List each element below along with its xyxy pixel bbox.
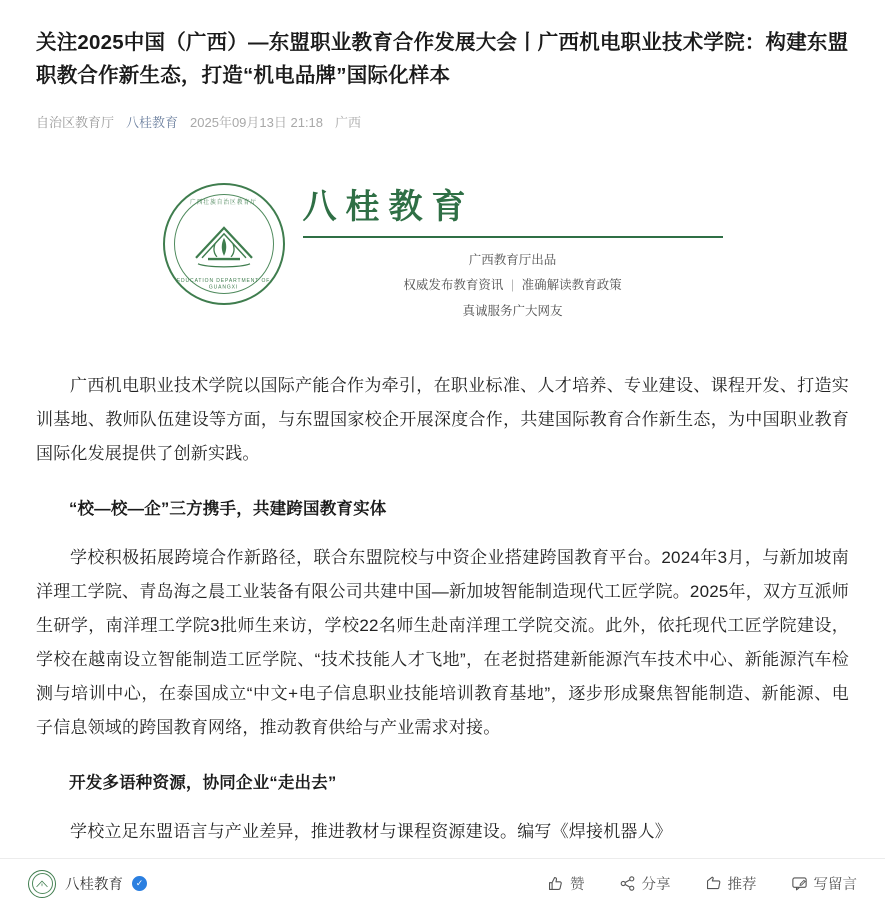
publisher-banner (163, 183, 723, 324)
action-group (547, 873, 857, 894)
banner-subtitle-1: 广西教育厅出品 (468, 252, 557, 267)
banner-title: 八桂教育 (302, 188, 475, 227)
recommend-button[interactable] (705, 873, 757, 894)
like-label: 赞 (570, 877, 585, 893)
section-subheading: “校—校—企”三方携手，共建跨国教育实体 (69, 499, 387, 518)
thumbs-up-icon (547, 875, 564, 892)
official-seal-icon (163, 183, 285, 305)
recommend-icon (705, 875, 722, 892)
paragraph: 学校积极拓展跨境合作新路径，联合东盟院校与中资企业搭建跨国教育平台。2024年3月，与新加坡南洋理工学院、青岛海之晨工业装备有限公司共建中国—新加坡智能制造现代工匠学院。2025年，双方互派师生研学，南洋理工学院3批师生来访，学校22名师生赴南洋理工学院交流。此外，依托现代工匠学院建设，学校在越南设立智能制造工匠学院、“技术技能人才飞地”，在老挝搭建新能源汽车技术中心、新能源汽车检测与培训中心，在泰国成立“中文+电子信息职业技能培训教育基地”，逐步形成聚焦智能制造、新能源、电子信息领域的跨国教育网络，推动教育供给与产业需求对接。 (36, 547, 849, 737)
banner-subtitle-2 (303, 273, 723, 299)
banner-text-block (303, 183, 723, 324)
seal-text-top: 广西壮族自治区教育厅 (190, 200, 257, 207)
paragraph: 广西机电职业技术学院以国际产能合作为牵引，在职业标准、人才培养、专业建设、课程开发、打造实训基地、教师队伍建设等方面，与东盟国家校企开展深度合作，共建国际教育合作新生态，为中国职业教育国际化发展提供了创新实践。 (36, 375, 849, 463)
seal-text-bottom: EDUCATION DEPARTMENT OF GUANGXI (176, 277, 271, 292)
avatar-emblem-icon (35, 878, 49, 890)
article-meta (36, 112, 849, 131)
write-comment-label: 写留言 (813, 877, 857, 893)
bottom-action-bar (0, 858, 885, 908)
banner-subtitle-3: 真诚服务广大网友 (462, 304, 563, 319)
comment-icon (791, 875, 808, 892)
share-label: 分享 (641, 877, 671, 893)
share-icon (619, 875, 636, 892)
meta-account[interactable]: 八桂教育 (126, 115, 179, 131)
banner-subtitle-separator: | (510, 278, 515, 293)
avatar[interactable] (28, 870, 56, 898)
section-subheading: 开发多语种资源，协同企业“走出去” (69, 773, 337, 792)
meta-timestamp: 2025年09月13日 21:18 (190, 115, 324, 131)
meta-department: 自治区教育厅 (36, 115, 115, 131)
meta-region: 广西 (335, 115, 362, 131)
write-comment-button[interactable] (791, 873, 858, 894)
verified-badge-icon: ✓ (132, 876, 147, 891)
banner-subtitle-2-left: 权威发布教育资讯 (403, 278, 504, 293)
share-button[interactable] (619, 873, 671, 894)
banner-divider (303, 236, 723, 238)
banner-subtitle-2-right: 准确解读教育政策 (521, 278, 622, 293)
author-block[interactable] (28, 870, 147, 898)
author-name[interactable]: 八桂教育 (65, 877, 123, 893)
article-body (36, 369, 849, 849)
paragraph: 学校立足东盟语言与产业差异，推进教材与课程资源建设。编写《焊接机器人》 (70, 821, 672, 841)
recommend-label: 推荐 (727, 877, 757, 893)
page-title: 关注2025中国（广西）—东盟职业教育合作发展大会丨广西机电职业技术学院：构建东盟职教合作新生态，打造“机电品牌”国际化样本 (36, 31, 849, 88)
seal-emblem-icon (188, 214, 260, 272)
like-button[interactable] (547, 873, 585, 894)
